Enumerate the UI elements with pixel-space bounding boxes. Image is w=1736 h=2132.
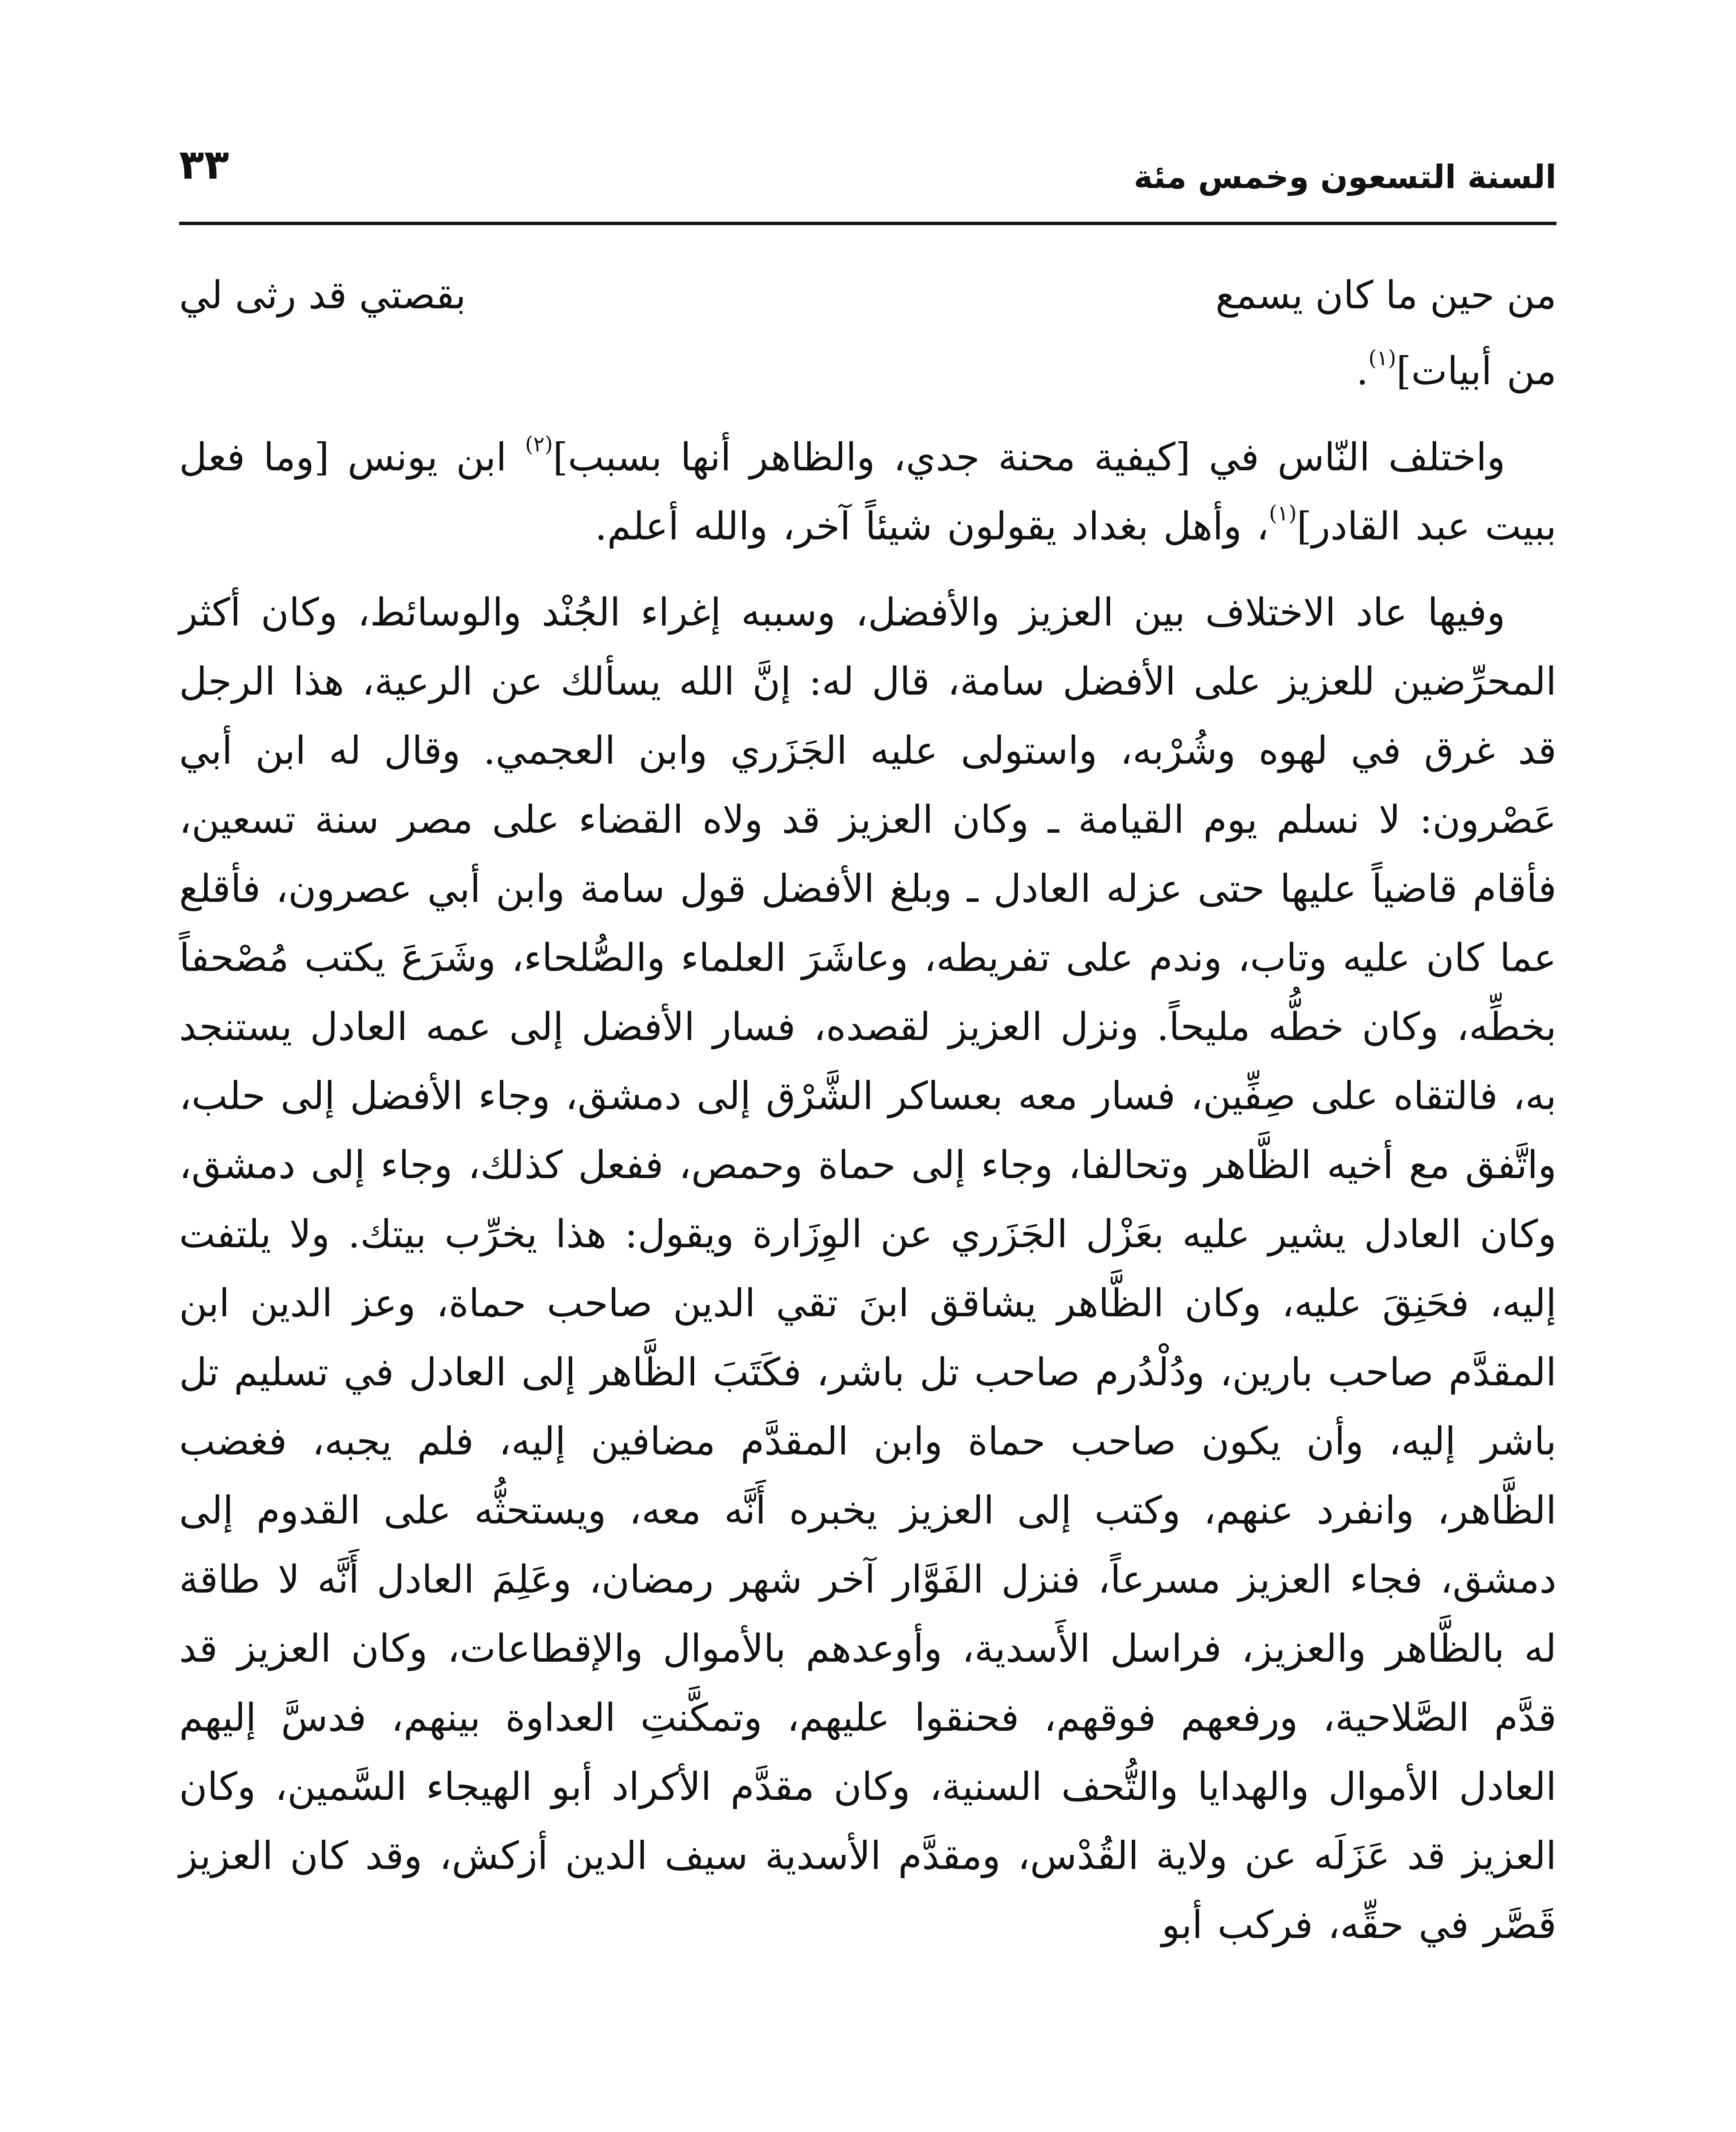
verse-right-hemistich: من حين ما كان يسمع: [1215, 273, 1556, 318]
running-title: السنة التسعون وخمس مئة: [1133, 158, 1556, 196]
paragraph-main: وفيها عاد الاختلاف بين العزيز والأفضل، وسببه إغراء الجُنْد والوسائط، وكان أكثر المحرِّضين للعزيز على الأفضل سامة، قال له: إنَّ الله يسألك عن الرعية، هذا الرجل قد غرق في لهوه وشُرْبه، واستولى عليه الجَزَري وابن العجمي. وقال له ابن أبي عَصْرون: لا نسلم يوم القيامة ـ وكان العزيز قد ولاه القضاء على مصر سنة تسعين، فأقام قاضياً عليها حتى عزله العادل ـ وبلغ الأفضل قول سامة وابن أبي عصرون، فأقلع عما كان عليه وتاب، وندم على تفريطه، وعاشَرَ العلماء والصُّلحاء، وشَرَعَ يكتب مُصْحفاً بخطِّه، وكان خطُّه مليحاً. ونزل العزيز لقصده، فسار الأفضل إلى عمه العادل يستنجد به، فالتقاه على صِفِّين، فسار معه بعساكر الشَّرْق إلى دمشق، وجاء الأفضل إلى حلب، واتَّفق مع أخيه الظَّاهر وتحالفا، وجاء إلى حماة وحمص، ففعل كذلك، وجاء إلى دمشق، وكان العادل يشير عليه بعَزْل الجَزَري عن الوِزَارة ويقول: هذا يخرِّب بيتك. ولا يلتفت إليه، فحَنِقَ عليه، وكان الظَّاهر يشاقق ابنَ تقي الدين صاحب حماة، وعز الدين ابن المقدَّم صاحب بارين، ودُلْدُرم صاحب تل باشر، فكَتَبَ الظَّاهر إلى العادل في تسليم تل باشر إليه، وأن يكون صاحب حماة وابن المقدَّم مضافين إليه، فلم يجبه، فغضب الظَّاهر، وانفرد عنهم، وكتب إلى العزيز يخبره أَنَّه معه، ويستحثُّه على القدوم إلى دمشق، فجاء العزيز مسرعاً، فنزل الفَوَّار آخر شهر رمضان، وعَلِمَ العادل أَنَّه لا طاقة له بالظَّاهر والعزيز، فراسل الأَسدية، وأوعدهم بالأموال والإقطاعات، وكان العزيز قد قدَّم الصَّلاحية، ورفعهم فوقهم، فحنقوا عليهم، وتمكَّنتِ العداوة بينهم، فدسَّ إليهم العادل الأموال والهدايا والتُّحف السنية، وكان مقدَّم الأكراد أبو الهيجاء السَّمين، وكان العزيز قد عَزَلَه عن ولاية القُدْس، ومقدَّم الأسدية سيف الدين أزكش، وقد كان العزيز قَصَّر في حقِّه، فركب أبو: [179, 590, 1557, 1947]
paragraph-dispute: واختلف النّاس في [كيفية محنة جدي، والظاهر أنها بسبب]$^{(٢)}$ ابن يونس [وما فعل ببيت عبد القادر]$^{(١)}$، وأهل بغداد يقولون شيئاً آخر، والله أعلم.: [179, 432, 1556, 549]
body-text: [179, 256, 1556, 1960]
paragraph-verse-source: من أبيات]$^{(١)}$.: [1356, 345, 1556, 394]
book-page: [179, 141, 1556, 2132]
header-rule: [179, 222, 1556, 225]
page-number: ٣٣: [179, 141, 229, 188]
footnote-ref: (١): [1368, 345, 1397, 371]
poetry-verse: [179, 256, 1556, 354]
verse-left-hemistich: بقصتي قد رثى لي: [179, 273, 466, 318]
page-header: [179, 141, 1556, 226]
footnote-ref: (٢): [525, 432, 553, 457]
footnote-ref: (١): [1269, 501, 1297, 526]
